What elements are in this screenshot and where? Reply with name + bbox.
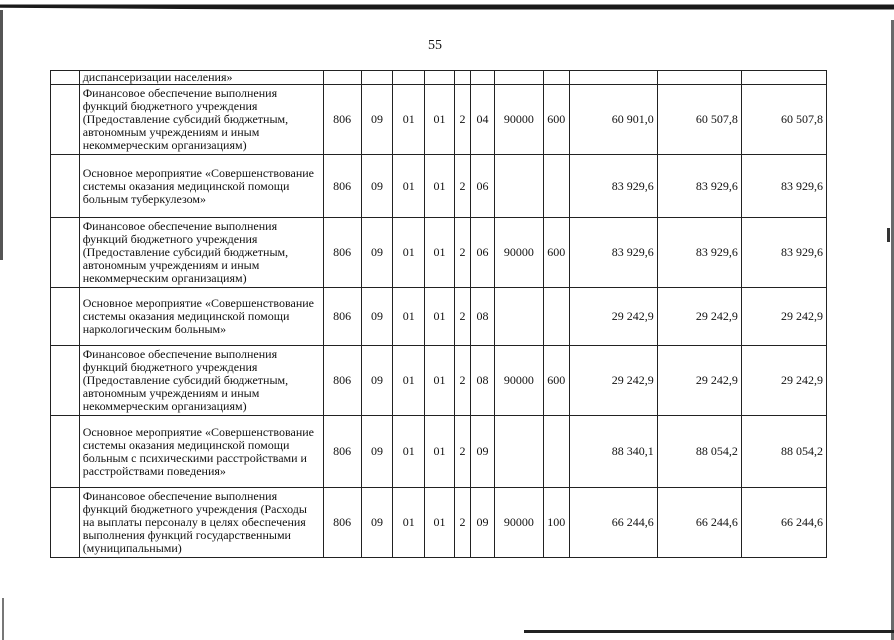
scan-edge-bottom [524,630,894,633]
activity-code-cell: 04 [471,85,495,155]
amount-year-1-cell: 29 242,9 [569,288,657,346]
section-code-cell: 09 [361,155,393,218]
ministry-code-cell: 806 [323,346,361,416]
subsection-code-cell: 01 [393,488,425,558]
program-code-cell: 01 [425,488,455,558]
amount-year-1-cell: 83 929,6 [569,155,657,218]
empty-cell [494,71,543,85]
subsection-code-cell: 01 [393,85,425,155]
section-code-cell: 09 [361,288,393,346]
direction-code-cell [494,288,543,346]
row-number-cell [51,85,80,155]
direction-code-cell [494,416,543,488]
section-code-cell: 09 [361,416,393,488]
row-name-cell: Финансовое обеспечение выполнения функций бюджетного учреждения (Предоставление субсидий бюджетным, автономным учреждениям и иным некоммерческим организациям) [79,85,323,155]
program-code-cell: 01 [425,155,455,218]
section-code-cell: 09 [361,218,393,288]
subsection-code-cell: 01 [393,288,425,346]
amount-year-3-cell: 66 244,6 [741,488,826,558]
empty-cell [425,71,455,85]
expense-type-code-cell [543,155,569,218]
amount-year-3-cell: 83 929,6 [741,155,826,218]
amount-year-2-cell: 29 242,9 [657,346,741,416]
subprogram-code-cell: 2 [454,488,470,558]
amount-year-3-cell: 88 054,2 [741,416,826,488]
amount-year-3-cell: 29 242,9 [741,288,826,346]
activity-code-cell: 08 [471,346,495,416]
expense-type-code-cell [543,288,569,346]
ministry-code-cell: 806 [323,218,361,288]
scan-mark [887,228,890,242]
activity-code-cell: 06 [471,155,495,218]
activity-code-cell: 06 [471,218,495,288]
row-number-cell [51,346,80,416]
empty-cell [543,71,569,85]
subprogram-code-cell: 2 [454,155,470,218]
amount-year-3-cell: 29 242,9 [741,346,826,416]
subsection-code-cell: 01 [393,416,425,488]
row-name-cell: Основное мероприятие «Совершенствование системы оказания медицинской помощи наркологическим больным» [79,288,323,346]
amount-year-3-cell: 83 929,6 [741,218,826,288]
program-code-cell: 01 [425,346,455,416]
ministry-code-cell: 806 [323,288,361,346]
program-code-cell: 01 [425,218,455,288]
direction-code-cell [494,155,543,218]
empty-cell [569,71,657,85]
subprogram-code-cell: 2 [454,346,470,416]
activity-code-cell: 09 [471,488,495,558]
empty-cell [454,71,470,85]
expense-type-code-cell: 600 [543,346,569,416]
section-code-cell: 09 [361,85,393,155]
empty-cell [323,71,361,85]
direction-code-cell: 90000 [494,488,543,558]
program-code-cell: 01 [425,416,455,488]
subprogram-code-cell: 2 [454,288,470,346]
ministry-code-cell: 806 [323,416,361,488]
row-name-cell: Финансовое обеспечение выполнения функций бюджетного учреждения (Предоставление субсидий бюджетным, автономным учреждениям и иным некоммерческим организациям) [79,218,323,288]
subsection-code-cell: 01 [393,346,425,416]
amount-year-2-cell: 29 242,9 [657,288,741,346]
subprogram-code-cell: 2 [454,416,470,488]
ministry-code-cell: 806 [323,155,361,218]
row-number-cell [51,155,80,218]
section-code-cell: 09 [361,488,393,558]
subprogram-code-cell: 2 [454,85,470,155]
amount-year-1-cell: 60 901,0 [569,85,657,155]
empty-cell [393,71,425,85]
amount-year-1-cell: 83 929,6 [569,218,657,288]
row-name-cell: Основное мероприятие «Совершенствование системы оказания медицинской помощи больным туберкулезом» [79,155,323,218]
budget-table [50,70,827,558]
empty-cell [741,71,826,85]
amount-year-2-cell: 66 244,6 [657,488,741,558]
row-name-cell: диспансеризации населения» [79,71,323,85]
program-code-cell: 01 [425,288,455,346]
activity-code-cell: 09 [471,416,495,488]
table-row [51,218,827,288]
expense-type-code-cell: 600 [543,218,569,288]
row-number-cell [51,218,80,288]
ministry-code-cell: 806 [323,85,361,155]
row-number-cell [51,488,80,558]
program-code-cell: 01 [425,85,455,155]
row-number-cell [51,71,80,85]
subsection-code-cell: 01 [393,155,425,218]
table-row [51,416,827,488]
page-number: 55 [428,38,442,53]
scan-edge-top [0,0,894,14]
amount-year-1-cell: 88 340,1 [569,416,657,488]
empty-cell [657,71,741,85]
empty-cell [471,71,495,85]
section-code-cell: 09 [361,346,393,416]
table-row [51,71,827,85]
activity-code-cell: 08 [471,288,495,346]
row-number-cell [51,288,80,346]
amount-year-1-cell: 66 244,6 [569,488,657,558]
ministry-code-cell: 806 [323,488,361,558]
amount-year-2-cell: 83 929,6 [657,155,741,218]
scan-mark [2,598,4,640]
table-row [51,346,827,416]
row-name-cell: Финансовое обеспечение выполнения функций бюджетного учреждения (Предоставление субсидий бюджетным, автономным учреждениям и иным некоммерческим организациям) [79,346,323,416]
row-number-cell [51,416,80,488]
direction-code-cell: 90000 [494,346,543,416]
row-name-cell: Основное мероприятие «Совершенствование системы оказания медицинской помощи больным с психическими расстройствами и расстройствами поведения» [79,416,323,488]
amount-year-3-cell: 60 507,8 [741,85,826,155]
amount-year-1-cell: 29 242,9 [569,346,657,416]
amount-year-2-cell: 88 054,2 [657,416,741,488]
subprogram-code-cell: 2 [454,218,470,288]
empty-cell [361,71,393,85]
amount-year-2-cell: 60 507,8 [657,85,741,155]
subsection-code-cell: 01 [393,218,425,288]
table-row [51,85,827,155]
expense-type-code-cell [543,416,569,488]
direction-code-cell: 90000 [494,85,543,155]
row-name-cell: Финансовое обеспечение выполнения функций бюджетного учреждения (Расходы на выплаты персоналу в целях обеспечения выполнения функций государственными (муниципальными) [79,488,323,558]
expense-type-code-cell: 600 [543,85,569,155]
table-row [51,155,827,218]
expense-type-code-cell: 100 [543,488,569,558]
direction-code-cell: 90000 [494,218,543,288]
table-row [51,288,827,346]
amount-year-2-cell: 83 929,6 [657,218,741,288]
table-row [51,488,827,558]
